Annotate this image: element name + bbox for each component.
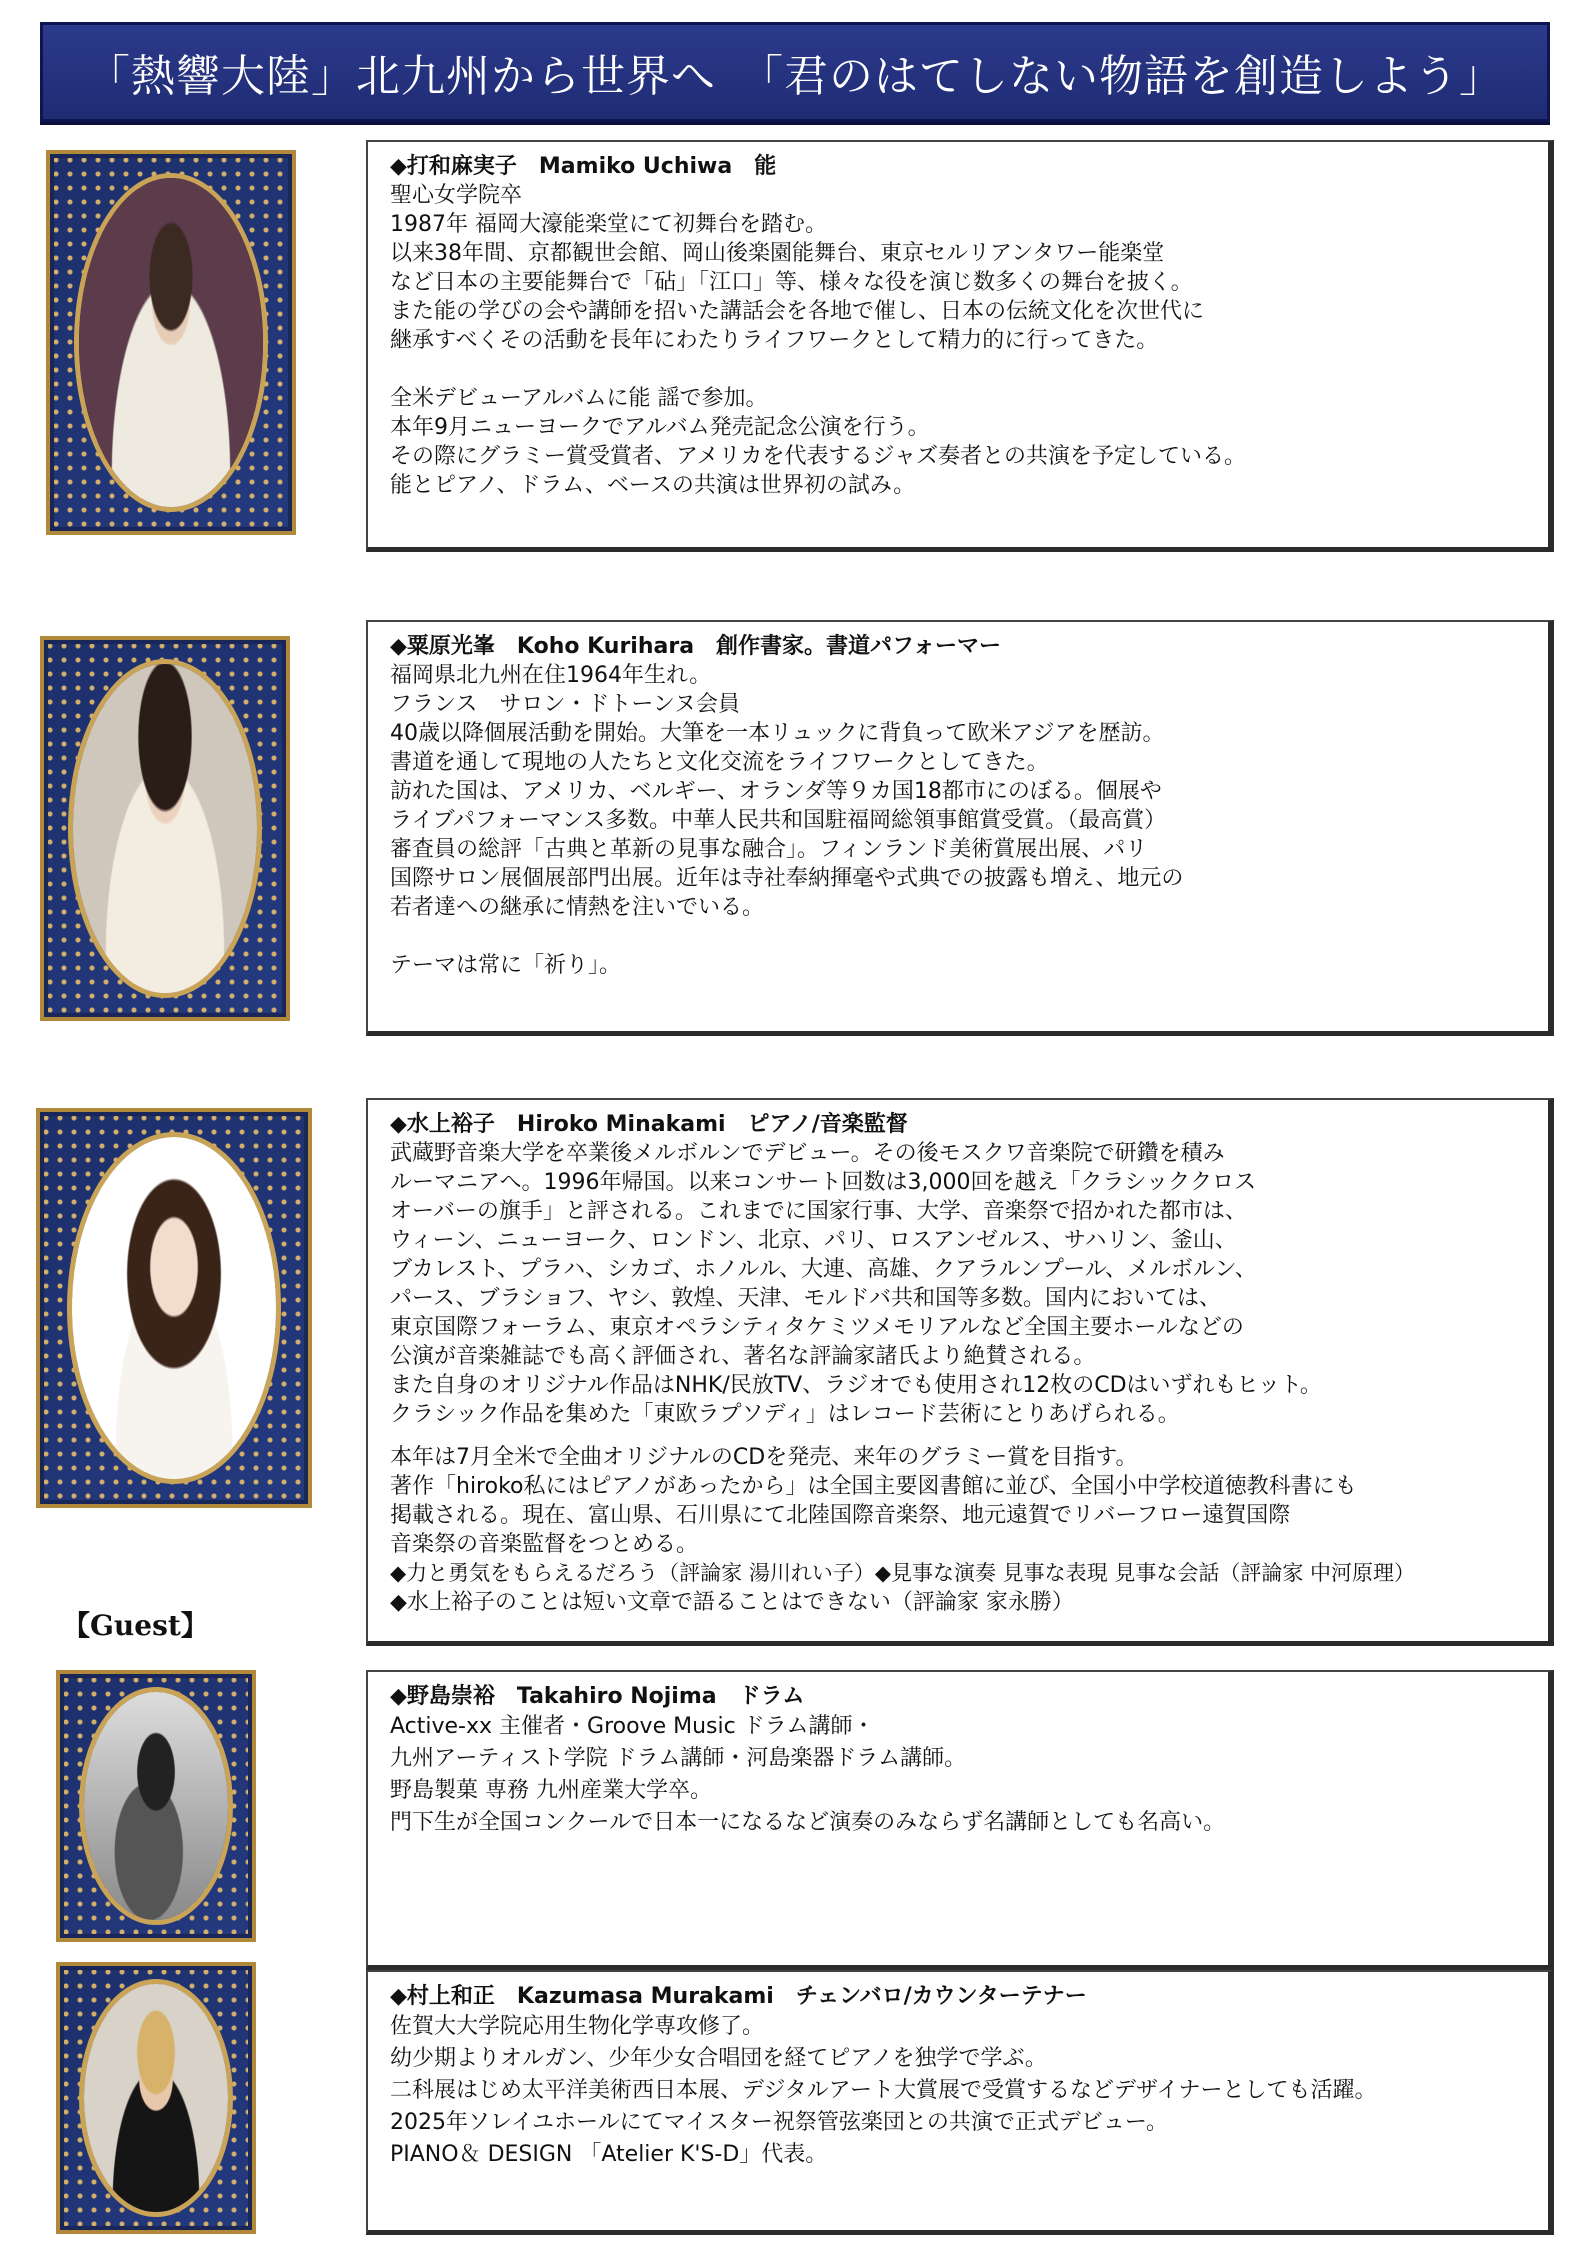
bio-line: 九州アーティスト学院 ドラム講師・河島楽器ドラム講師。: [390, 1746, 967, 1771]
bio-name-line: ◆村上和正 Kazumasa Murakami チェンバロ/カウンターテナー: [390, 1984, 1087, 2009]
portrait-nojima: [56, 1670, 256, 1942]
bio-line: ◆力と勇気をもらえるだろう（評論家 湯川れい子）◆見事な演奏 見事な表現 見事な会話（評論家 中河原理）: [390, 1561, 1415, 1585]
bio-line: 2025年ソレイユホールにてマイスター祝祭管弦楽団との共演で正式デビュー。: [390, 2110, 1169, 2135]
bio-line: PIANO＆ DESIGN 「Atelier K'S-D」代表。: [390, 2142, 828, 2167]
bio-line: クラシック作品を集めた「東欧ラプソディ」はレコード芸術にとりあげられる。: [390, 1402, 1180, 1427]
bio-box-uchiwa: [366, 140, 1554, 552]
bio-line: 著作「hiroko私にはピアノがあったから」は全国主要図書館に並び、全国小中学校道徳教科書にも: [390, 1474, 1357, 1499]
portrait-oval-frame: [79, 1687, 233, 1925]
bio-line: また自身のオリジナル作品はNHK/民放TV、ラジオでも使用され12枚のCDはいずれもヒット。: [390, 1373, 1322, 1398]
bio-line: 掲載される。現在、富山県、石川県にて北陸国際音楽祭、地元遠賀でリバーフロー遠賀国際: [390, 1503, 1291, 1528]
portrait-oval-frame: [74, 173, 268, 512]
bio-line: など日本の主要能舞台で「砧」「江口」等、様々な役を演じ数多くの舞台を披く。: [390, 270, 1193, 295]
bio-box-kurihara: [366, 620, 1554, 1036]
bio-box-murakami: [366, 1970, 1554, 2235]
bio-line: 継承すべくその活動を長年にわたりライフワークとして精力的に行ってきた。: [390, 328, 1159, 353]
bio-line: 二科展はじめ太平洋美術西日本展、デジタルアート大賞展で受賞するなどデザイナーとしても活躍。: [390, 2078, 1377, 2103]
bio-line: ルーマニアへ。1996年帰国。以来コンサート回数は3,000回を越え「クラシッククロス: [390, 1170, 1257, 1195]
bio-line: 国際サロン展個展部門出展。近年は寺社奉納揮毫や式典での披露も増え、地元の: [390, 866, 1184, 891]
bio-line: 40歳以降個展活動を開始。大筆を一本リュックに背負って欧米アジアを歴訪。: [390, 721, 1165, 746]
bio-line: テーマは常に「祈り」。: [390, 953, 622, 978]
bio-line: 審査員の総評「古典と革新の見事な融合」。フィンランド美術賞展出展、パリ: [390, 837, 1148, 862]
bio-line: オーバーの旗手」と評される。これまでに国家行事、大学、音楽祭で招かれた都市は、: [390, 1199, 1247, 1224]
page-title: 「熱響大陸」北九州から世界へ 「君のはてしない物語を創造しよう」: [86, 51, 1504, 102]
bio-line: 訪れた国は、アメリカ、ベルギー、オランダ等９カ国18都市にのぼる。個展や: [390, 779, 1162, 804]
portrait-photo: [73, 664, 257, 993]
bio-box-nojima: [366, 1670, 1554, 1970]
bio-line: フランス サロン・ドトーンヌ会員: [390, 692, 741, 717]
portrait-photo: [84, 1984, 228, 2212]
portrait-photo: [72, 1137, 276, 1480]
bio-name-line: ◆打和麻実子 Mamiko Uchiwa 能: [390, 154, 777, 179]
bio-line: 若者達への継承に情熱を注いでいる。: [390, 895, 765, 920]
bio-line: ブカレスト、プラハ、シカゴ、ホノルル、大連、高雄、クアラルンプール、メルボルン、: [390, 1257, 1257, 1282]
bio-line: 佐賀大大学院応用生物化学専攻修了。: [390, 2014, 765, 2039]
portrait-photo: [79, 178, 263, 507]
portrait-oval-frame: [68, 659, 262, 998]
bio-line: 音楽祭の音楽監督をつとめる。: [390, 1532, 699, 1557]
bio-line: ライブパフォーマンス多数。中華人民共和国駐福岡総領事館賞受賞。（最高賞）: [390, 808, 1167, 833]
guest-label: 【Guest】: [62, 1609, 209, 1642]
portrait-oval-frame: [79, 1979, 233, 2217]
bio-line: ◆水上裕子のことは短い文章で語ることはできない（評論家 家永勝）: [390, 1590, 1074, 1615]
portrait-uchiwa: [46, 150, 296, 535]
bio-line: 幼少期よりオルガン、少年少女合唱団を経てピアノを独学で学ぶ。: [390, 2046, 1047, 2071]
bio-line: ウィーン、ニューヨーク、ロンドン、北京、パリ、ロスアンゼルス、サハリン、釜山、: [390, 1228, 1237, 1253]
bio-line: 武蔵野音楽大学を卒業後メルボルンでデビュー。その後モスクワ音楽院で研鑽を積み: [390, 1141, 1225, 1166]
portrait-oval-frame: [67, 1132, 281, 1485]
bio-line: 能とピアノ、ドラム、ベースの共演は世界初の試み。: [390, 473, 916, 498]
bio-line: Active-xx 主催者・Groove Music ドラム講師・: [390, 1714, 875, 1739]
header-banner: [40, 22, 1550, 122]
bio-line: 聖心女学院卒: [390, 183, 523, 208]
bio-line: 本年は7月全米で全曲オリジナルのCDを発売、来年のグラミー賞を目指す。: [390, 1445, 1138, 1470]
bio-line: 1987年 福岡大濠能楽堂にて初舞台を踏む。: [390, 212, 827, 237]
bio-name-line: ◆野島崇裕 Takahiro Nojima ドラム: [390, 1684, 805, 1709]
bio-line: 福岡県北九州在住1964年生れ。: [390, 663, 712, 688]
portrait-photo: [84, 1692, 228, 1920]
bio-line: 東京国際フォーラム、東京オペラシティタケミツメモリアルなど全国主要ホールなどの: [390, 1315, 1244, 1340]
bio-line: 全米デビューアルバムに能 謡で参加。: [390, 386, 768, 411]
portrait-kurihara: [40, 636, 290, 1021]
bio-line: 野島製菓 専務 九州産業大学卒。: [390, 1778, 712, 1803]
bio-line: 公演が音楽雑誌でも高く評価され、著名な評論家諸氏より絶賛される。: [390, 1344, 1096, 1369]
bio-line: 門下生が全国コンクールで日本一になるなど演奏のみならず名講師としても名高い。: [390, 1810, 1226, 1835]
bio-line: パース、ブラショフ、ヤシ、敦煌、天津、モルドバ共和国等多数。国内においては、: [390, 1286, 1221, 1311]
bio-line: 本年9月ニューヨークでアルバム発売記念公演を行う。: [390, 415, 930, 440]
bio-line: また能の学びの会や講師を招いた講話会を各地で催し、日本の伝統文化を次世代に: [390, 299, 1205, 324]
bio-box-minakami: [366, 1098, 1554, 1646]
bio-line: その際にグラミー賞受賞者、アメリカを代表するジャズ奏者との共演を予定している。: [390, 444, 1247, 469]
portrait-minakami: [36, 1108, 312, 1508]
portrait-murakami: [56, 1962, 256, 2234]
bio-line: 以来38年間、京都観世会館、岡山後楽園能舞台、東京セルリアンタワー能楽堂: [390, 241, 1165, 266]
bio-name-line: ◆水上裕子 Hiroko Minakami ピアノ/音楽監督: [390, 1112, 908, 1137]
bio-name-line: ◆粟原光峯 Koho Kurihara 創作書家。書道パフォーマー: [390, 634, 1001, 659]
bio-line: 書道を通して現地の人たちと文化交流をライフワークとしてきた。: [390, 750, 1049, 775]
